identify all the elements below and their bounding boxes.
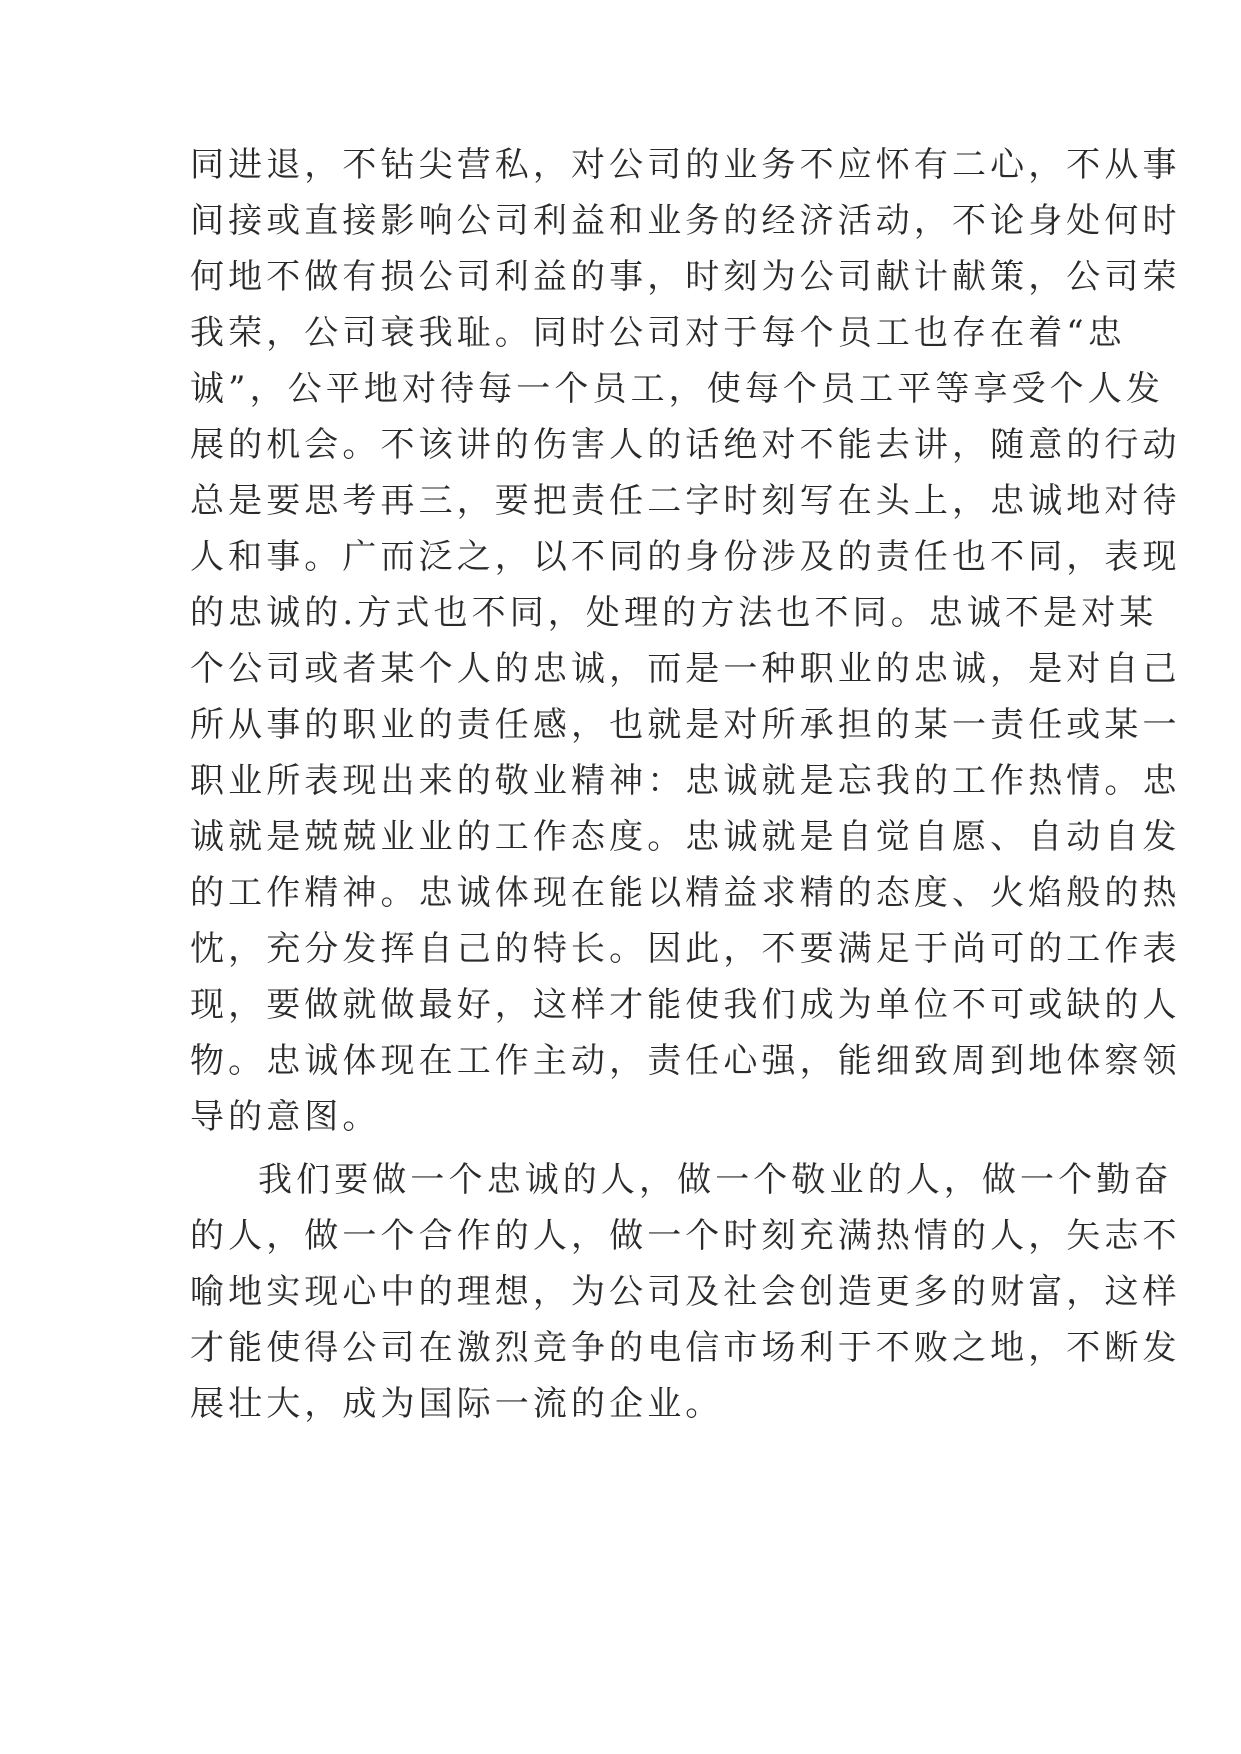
paragraph-1-line-12: 职业所表现出来的敬业精神：忠诚就是忘我的工作热情。忠 (190, 761, 1181, 801)
paragraph-1-line-4: 我荣，公司衰我耻。同时公司对于每个员工也存在着“忠 (190, 313, 1126, 353)
paragraph-1-line-10: 个公司或者某个人的忠诚，而是一种职业的忠诚，是对自己 (190, 649, 1181, 689)
paragraph-1-line-14: 的工作精神。忠诚体现在能以精益求精的态度、火焰般的热 (190, 873, 1181, 913)
paragraph-1-line-9: 的忠诚的.方式也不同，处理的方法也不同。忠诚不是对某 (190, 593, 1158, 633)
paragraph-1-line-13: 诚就是兢兢业业的工作态度。忠诚就是自觉自愿、自动自发 (190, 817, 1181, 857)
paragraph-1-line-3: 何地不做有损公司利益的事，时刻为公司献计献策，公司荣 (190, 257, 1181, 297)
paragraph-1-line-8: 人和事。广而泛之，以不同的身份涉及的责任也不同，表现 (190, 537, 1181, 577)
paragraph-1-line-15: 忱，充分发挥自己的特长。因此，不要满足于尚可的工作表 (190, 929, 1181, 969)
paragraph-2-line-5: 展壮大，成为国际一流的企业。 (190, 1384, 724, 1424)
paragraph-1-line-6: 展的机会。不该讲的伤害人的话绝对不能去讲，随意的行动 (190, 425, 1181, 465)
paragraph-1-line-18: 导的意图。 (190, 1097, 381, 1137)
paragraph-1-line-11: 所从事的职业的责任感，也就是对所承担的某一责任或某一 (190, 705, 1181, 745)
paragraph-2-line-3: 喻地实现心中的理想，为公司及社会创造更多的财富，这样 (190, 1272, 1181, 1312)
paragraph-1-line-1: 同进退，不钻尖营私，对公司的业务不应怀有二心，不从事 (190, 145, 1181, 185)
paragraph-1-line-2: 间接或直接影响公司利益和业务的经济活动，不论身处何时 (190, 201, 1181, 241)
paragraph-1-line-5: 诚”，公平地对待每一个员工，使每个员工平等享受个人发 (190, 369, 1164, 409)
paragraph-1-line-7: 总是要思考再三，要把责任二字时刻写在头上，忠诚地对待 (190, 481, 1181, 521)
paragraph-1-line-16: 现，要做就做最好，这样才能使我们成为单位不可或缺的人 (190, 985, 1181, 1025)
paragraph-2-line-2: 的人，做一个合作的人，做一个时刻充满热情的人，矢志不 (190, 1216, 1181, 1256)
paragraph-1-line-17: 物。忠诚体现在工作主动，责任心强，能细致周到地体察领 (190, 1041, 1181, 1081)
paragraph-2-line-1: 我们要做一个忠诚的人，做一个敬业的人，做一个勤奋 (258, 1160, 1173, 1200)
paragraph-2-line-4: 才能使得公司在激烈竞争的电信市场利于不败之地，不断发 (190, 1328, 1181, 1368)
